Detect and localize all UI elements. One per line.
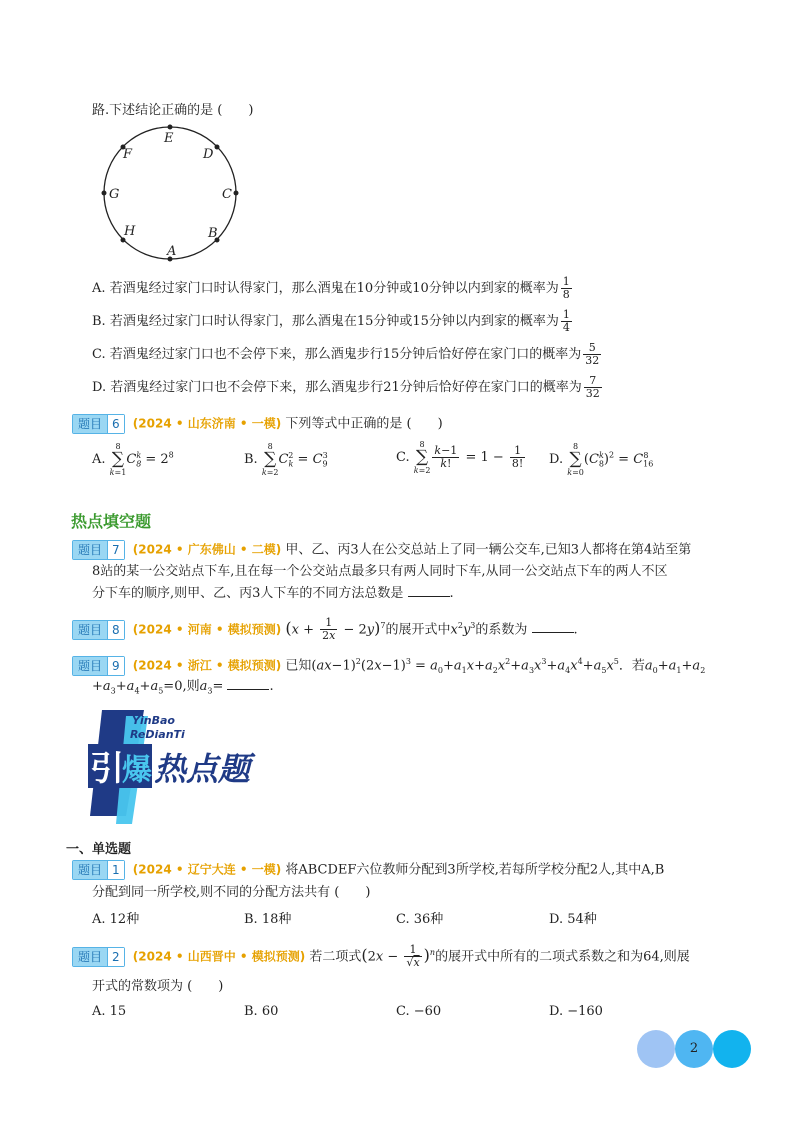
q9-line2: $+a_3+a_4+a_5=0$,则$a_3=$ . xyxy=(92,679,274,696)
q6-option-a: A. 8 ∑ $k=1C_8^k = 2^8$ xyxy=(92,442,174,477)
q5-option-b: B. 若酒鬼经过家门口时认得家门，那么酒鬼在15分钟或15分钟以内到家的概率为 $\frac{1}{4}$ xyxy=(92,308,570,334)
point-g xyxy=(102,191,107,196)
q1-option-d: D. 54种 xyxy=(549,912,597,927)
banner-logo xyxy=(86,704,276,826)
point-d xyxy=(215,145,220,150)
q2-option-a: A. 15 xyxy=(92,1004,127,1019)
point-e xyxy=(168,125,173,130)
label-a: A xyxy=(167,244,177,259)
point-c xyxy=(234,191,239,196)
q1-line2: 分配到同一所学校,则不同的分配方法共有 ( ) xyxy=(92,885,371,900)
q6-option-c: C. 8 ∑ k=2 $\frac{k-1}{k!}$ = 1 − $\frac{1}{8!}$ xyxy=(396,440,524,475)
page-deco-left xyxy=(637,1030,675,1068)
label-h: H xyxy=(124,224,136,239)
label-d: D xyxy=(203,147,214,162)
banner-cn-a: 引 xyxy=(90,749,124,789)
section-title-fill: 热点填空题 xyxy=(71,512,152,531)
q2-option-b: B. 60 xyxy=(244,1004,279,1019)
question-tag: 题目 8 xyxy=(72,620,125,640)
q7-line1: 题目 7 (2024 • 广东佛山 • 二模) 甲、乙、丙3人在公交总站上了同一辆公交车,已知3人都将在第4站至第 xyxy=(72,540,691,560)
question-tag: 题目 6 xyxy=(72,414,125,434)
q6-option-b: B. 8 ∑ $k=2C_k^2 = C_9^3$ xyxy=(244,442,328,477)
q2-option-d: D. −160 xyxy=(549,1004,603,1019)
label-g: G xyxy=(109,187,120,202)
label-f: F xyxy=(123,147,133,162)
section-title-single: 一、单选题 xyxy=(66,842,132,857)
question-tag: 题目 9 xyxy=(72,656,125,676)
question-tag: 题目 2 xyxy=(72,947,125,967)
page-deco-right xyxy=(713,1030,751,1068)
q1-option-a: A. 12种 xyxy=(92,912,140,927)
q7-line2: 8站的某一公交站点下车,且在每一个公交站点最多只有两人同时下车,从同一公交站点下车的两人不区 xyxy=(92,564,668,579)
q6-header: 题目 6 (2024 • 山东济南 • 一模) 下列等式中正确的是 ( ) xyxy=(72,414,443,434)
label-b: B xyxy=(208,226,218,241)
q2-option-c: C. −60 xyxy=(396,1004,442,1019)
q1-option-b: B. 18种 xyxy=(244,912,292,927)
q2-line1: 题目 2 (2024 • 山西晋中 • 模拟预测) 若二项式(2x − $\frac{1}{√x}$ )$^n$的展开式中所有的二项式系数之和为64,则展 xyxy=(72,944,690,969)
question-tag: 题目 1 xyxy=(72,860,125,880)
q8-header: 题目 8 (2024 • 河南 • 模拟预测) (x + $\frac{1}{2x}$ − 2y)$^7$的展开式中$x^2y^3$的系数为 . xyxy=(72,617,578,642)
banner-cn-b: 爆 xyxy=(122,753,152,788)
label-e: E xyxy=(164,131,174,146)
banner-en2: ReDianTi xyxy=(130,728,185,741)
q7-line3: 分下车的顺序,则甲、乙、丙3人下车的不同方法总数是 . xyxy=(92,586,454,601)
circle-diagram xyxy=(96,120,246,268)
q1-option-c: C. 36种 xyxy=(396,912,444,927)
page-number: 2 xyxy=(675,1030,713,1068)
banner-en1: YinBao xyxy=(132,714,175,727)
q9-line1: 题目 9 (2024 • 浙江 • 模拟预测) 已知$(ax-1)^2(2x-1)^3 = a_0+a_1x+a_2x^2+a_3x^3+a_4x^4+a_5x^5$．若$a_0+a_1+a_2$ xyxy=(72,653,705,680)
q2-line2: 开式的常数项为 ( ) xyxy=(92,979,224,994)
q5-option-a: A. 若酒鬼经过家门口时认得家门，那么酒鬼在10分钟或10分钟以内到家的概率为 $\frac{1}{8}$ xyxy=(92,275,570,301)
banner-cn-c: 热点题 xyxy=(154,750,251,788)
label-c: C xyxy=(222,187,232,202)
question-tag: 题目 7 xyxy=(72,540,125,560)
answer-blank xyxy=(408,584,450,597)
q5-option-c: C. 若酒鬼经过家门口也不会停下来，那么酒鬼步行15分钟后恰好停在家门口的概率为 $\frac{5}{32}$ xyxy=(92,341,600,367)
q5-intro: 路.下述结论正确的是 ( ) xyxy=(92,103,254,118)
q5-option-d: D. 若酒鬼经过家门口也不会停下来，那么酒鬼步行21分钟后恰好停在家门口的概率为 $\frac{7}{32}$ xyxy=(92,374,600,400)
answer-blank xyxy=(532,620,574,633)
answer-blank xyxy=(227,677,269,690)
q1-line1: 题目 1 (2024 • 辽宁大连 • 一模) 将ABCDEF六位教师分配到3所学校,若每所学校分配2人,其中A,B xyxy=(72,860,664,880)
q6-option-d: D. 8 ∑ $k=0(C_8^k)^2 = C_{16}^8$ xyxy=(549,442,654,477)
